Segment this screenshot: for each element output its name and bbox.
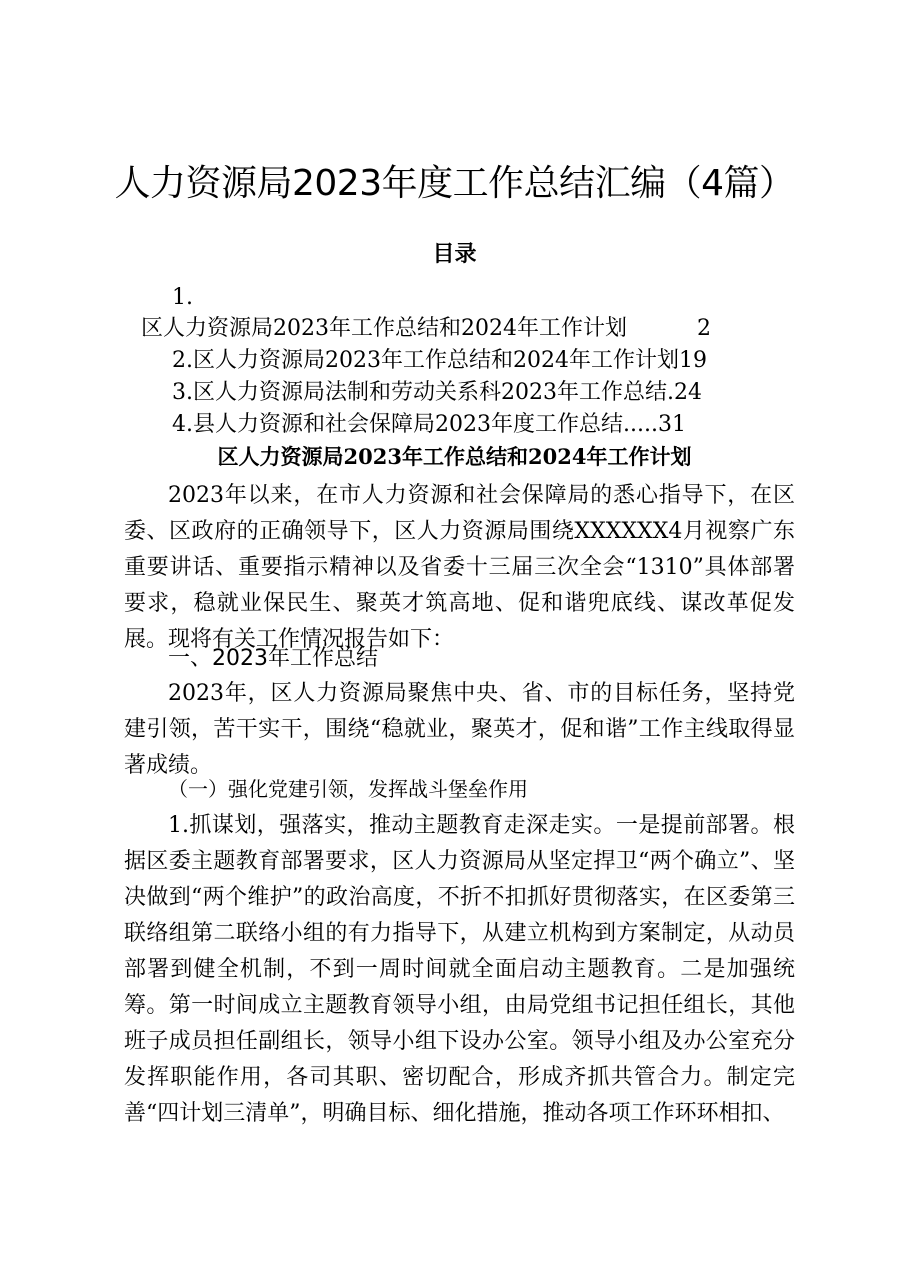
toc-item-1 xyxy=(141,312,711,346)
toc-item-1-number: 1. xyxy=(172,285,193,310)
intro-paragraph: 2023年以来，在市人力资源和社会保障局的悉心指导下，在区委、区政府的正确领导下，区人力资源局围绕XXXXXX4月视察广东重要讲话、重要指示精神以及省委十三届三次全会“1310”具体部署要求，稳就业保民生、聚英才筑高地、促和谐兜底线、谋改革促发展。现将有关工作情况报告如下： xyxy=(124,483,795,652)
heading-level-1: 一、2023年工作总结 xyxy=(168,646,378,671)
heading-level-2: （一）强化党建引领，发挥战斗堡垒作用 xyxy=(168,777,528,801)
toc-heading: 目录 xyxy=(432,242,477,267)
summary-paragraph: 2023年，区人力资源局聚焦中央、省、市的目标任务，坚持党建引领，苦干实干，围绕“稳就业，聚英才，促和谐”工作主线取得显著成绩。 xyxy=(124,681,795,778)
toc-item-2: 2.区人力资源局2023年工作总结和2024年工作计划19 xyxy=(172,348,707,373)
toc-item-4: 4.县人力资源和社会保障局2023年度工作总结.....31 xyxy=(172,412,686,437)
body-paragraph: 1.抓谋划，强落实，推动主题教育走深走实。一是提前部署。根据区委主题教育部署要求，区人力资源局从坚定捍卫“两个确立”、坚决做到“两个维护”的政治高度，不折不扣抓好贯彻落实，在区委第三联络组第二联络小组的有力指导下，从建立机构到方案制定，从动员部署到健全机制，不到一周时间就全面启动主题教育。二是加强统筹。第一时间成立主题教育领导小组，由局党组书记担任组长，其他班子成员担任副组长，领导小组下设办公室。领导小组及办公室充分发挥职能作用，各司其职、密切配合，形成齐抓共管合力。制定完善“四计划三清单”，明确目标、细化措施，推动各项工作环环相扣、 xyxy=(124,813,795,1126)
toc-item-1-text: 区人力资源局2023年工作总结和2024年工作计划 xyxy=(141,316,627,341)
document-title: 人力资源局2023年度工作总结汇编（4篇） xyxy=(114,163,795,204)
toc-item-3: 3.区人力资源局法制和劳动关系科2023年工作总结.24 xyxy=(172,380,702,405)
toc-item-1-page: 2 xyxy=(697,316,711,341)
section-title: 区人力资源局2023年工作总结和2024年工作计划 xyxy=(217,444,692,469)
